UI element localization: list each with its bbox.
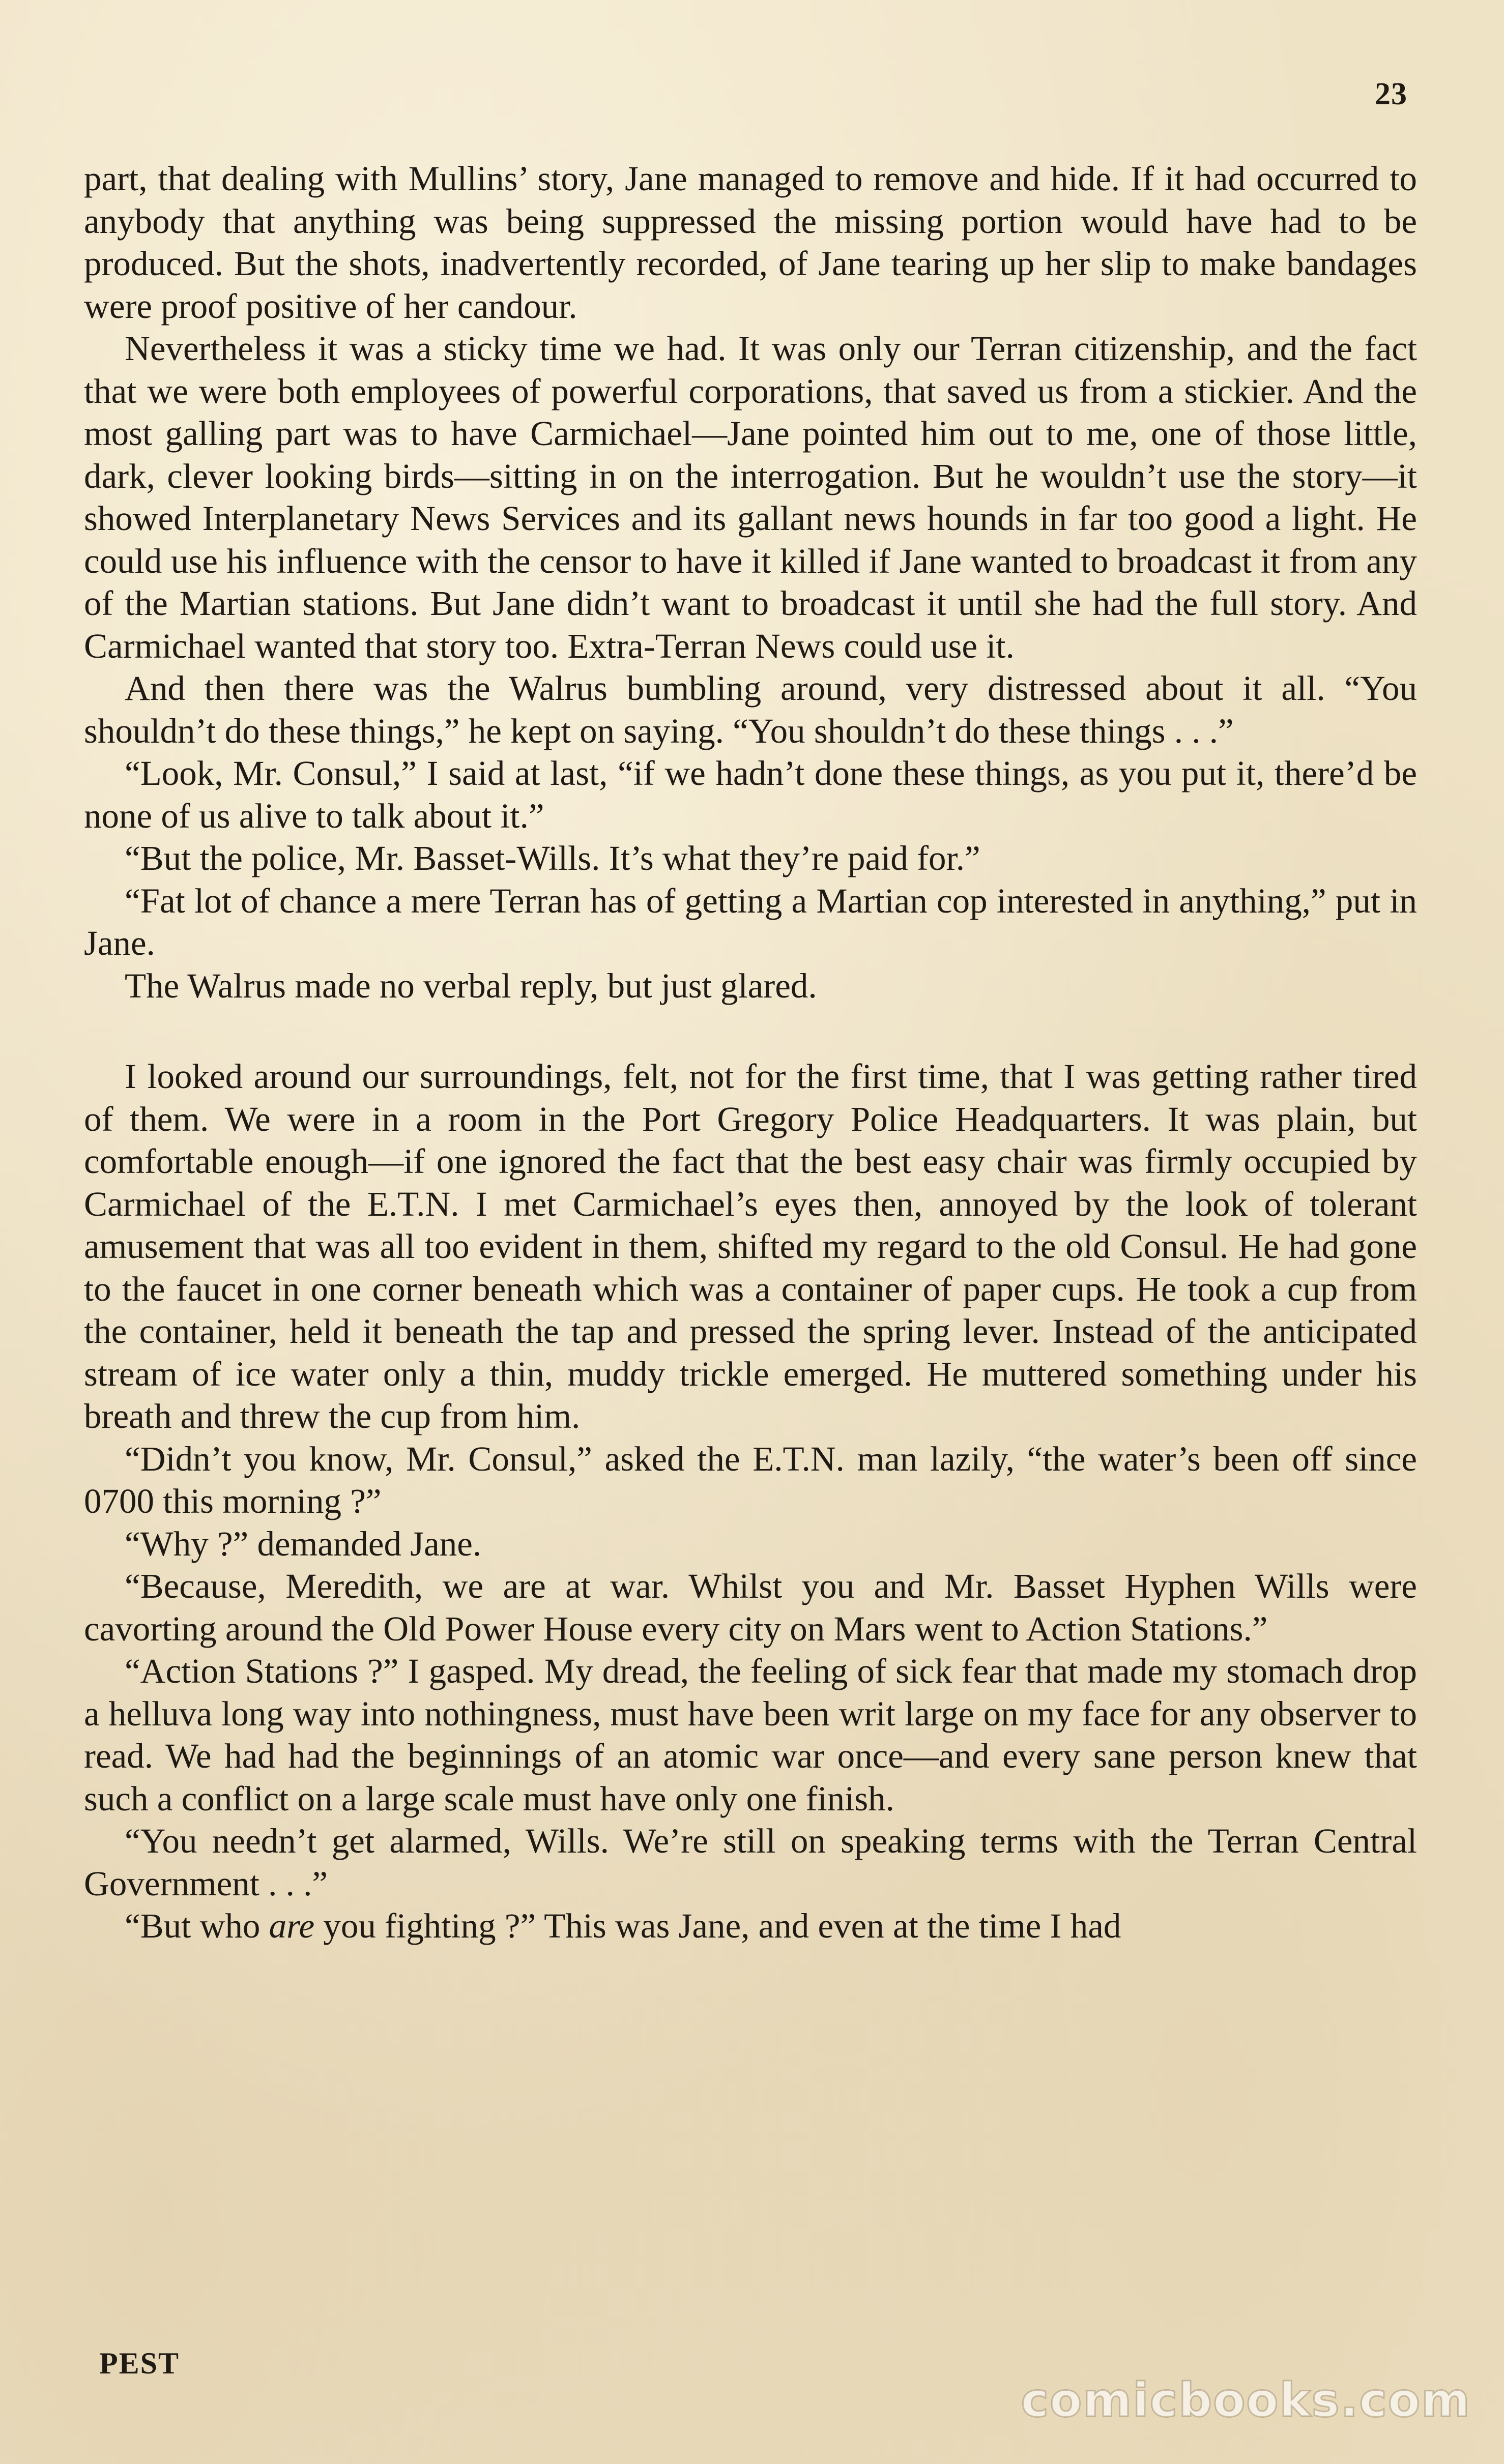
body-text <box>84 158 1417 1948</box>
paragraph-1: part, that dealing with Mullins’ story, Jane managed to remove and hide. If it had occurred to anybody that anything was being suppressed the missing portion would have had to be produced. But the shots, inadvertently recorded, of Jane tearing up her slip to make bandages were proof positive of her candour. <box>84 159 1417 326</box>
paragraph-14-before: “But who <box>125 1906 269 1945</box>
paragraph-4: “Look, Mr. Consul,” I said at last, “if we hadn’t done these things, as you put it, there’d be none of us alive to talk about it.” <box>84 754 1417 835</box>
site-watermark: comicbooks.com <box>1021 2373 1471 2427</box>
paragraph-7: The Walrus made no verbal reply, but just glared. <box>125 966 817 1005</box>
paragraph-2: Nevertheless it was a sticky time we had. It was only our Terran citizenship, and the fact that we were both employees of powerful corporations, that saved us from a stickier. And the most galling part was to have Carmichael—Jane pointed him out to me, one of those little, dark, clever looking birds—sitting in on the interrogation. But he wouldn’t use the story—it showed Interplanetary News Services and its gallant news hounds in far too good a light. He could use his influence with the censor to have it killed if Jane wanted to broadcast it from any of the Martian stations. But Jane didn’t want to broadcast it until she had the full story. And Carmichael wanted that story too. Extra-Terran News could use it. <box>84 329 1417 665</box>
paragraph-3: And then there was the Walrus bumbling around, very distressed about it all. “You shouldn’t do these things,” he kept on saying. “You shouldn’t do these things . . .” <box>84 669 1417 750</box>
paragraph-14 <box>84 1905 1417 1948</box>
paragraph-14-after: you fighting ?” This was Jane, and even at the time I had <box>314 1906 1121 1945</box>
paragraph-8: I looked around our surroundings, felt, not for the first time, that I was getting rather tired of them. We were in a room in the Port Gregory Police Headquarters. It was plain, but comfortable enough—if one ignored the fact that the best easy chair was firmly occupied by Carmichael of the E.T.N. I met Carmichael’s eyes then, annoyed by the look of tolerant amusement that was all too evident in them, shifted my regard to the old Consul. He had gone to the faucet in one corner beneath which was a container of paper cups. He took a cup from the container, held it beneath the tap and pressed the spring lever. Instead of the anticipated stream of ice water only a thin, muddy trickle emerged. He muttered something under his breath and threw the cup from him. <box>84 1057 1417 1435</box>
paragraph-9: “Didn’t you know, Mr. Consul,” asked the E.T.N. man lazily, “the water’s been off since 0700 this morning ?” <box>84 1439 1417 1520</box>
running-footer-title: PEST <box>99 2346 180 2380</box>
page-number: 23 <box>1375 77 1407 111</box>
paragraph-10: “Why ?” demanded Jane. <box>125 1524 482 1563</box>
paragraph-13: “You needn’t get alarmed, Wills. We’re still on speaking terms with the Terran Central Government . . .” <box>84 1822 1417 1903</box>
paragraph-6: “Fat lot of chance a mere Terran has of getting a Martian cop interested in anything,” put in Jane. <box>84 881 1417 962</box>
paragraph-5: “But the police, Mr. Basset-Wills. It’s what they’re paid for.” <box>125 839 980 877</box>
paragraph-12: “Action Stations ?” I gasped. My dread, the feeling of sick fear that made my stomach drop a helluva long way into nothingness, must have been writ large on my face for any observer to read. We had had the beginnings of an atomic war once—and every sane person knew that such a conflict on a large scale must have only one finish. <box>84 1652 1417 1818</box>
paragraph-14-emphasis: are <box>269 1906 315 1945</box>
paragraph-11: “Because, Meredith, we are at war. Whilst you and Mr. Basset Hyphen Wills were cavorting around the Old Power House every city on Mars went to Action Stations.” <box>84 1567 1417 1648</box>
